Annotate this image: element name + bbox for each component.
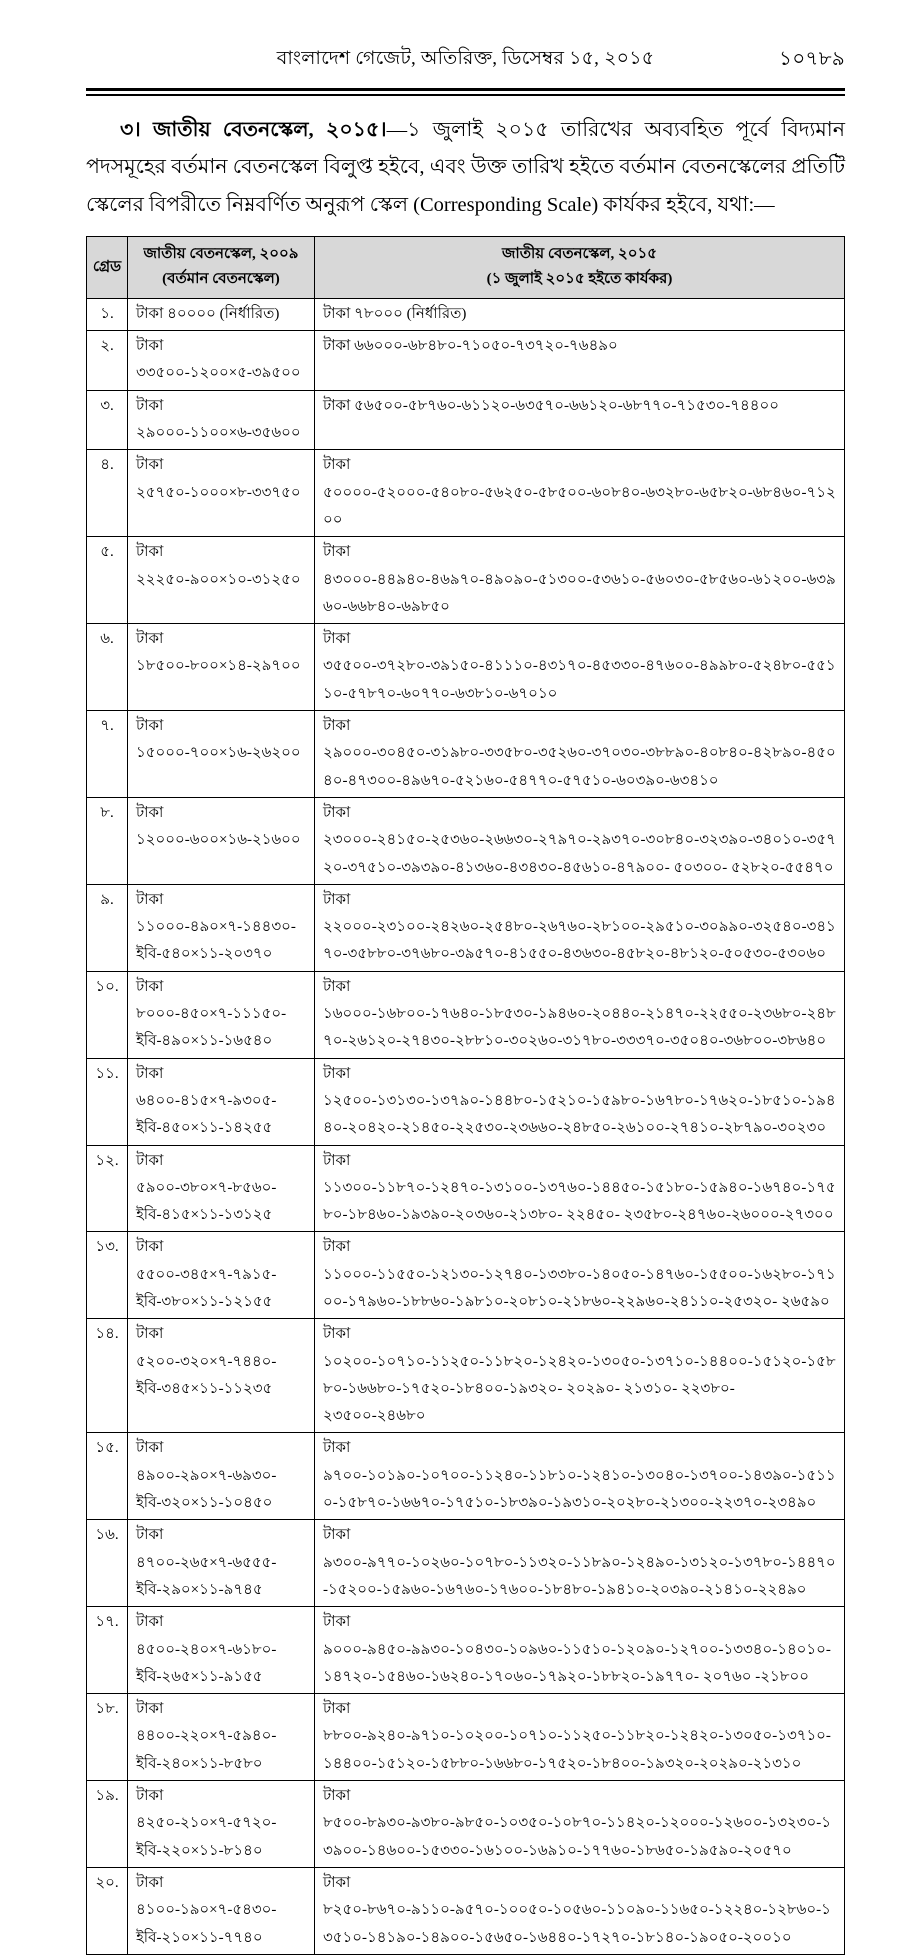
table-row xyxy=(87,1867,845,1954)
col-header-scale-2009 xyxy=(128,236,315,298)
grade-cell: ৫. xyxy=(87,537,128,624)
scale-2015-cell: টাকা ১১০০০-১১৫৫০-১২১৩০-১২৭৪০-১৩৩৮০-১৪০৫০-১৪৭৬০-১৫৫০০-১৬২৮০-১৭১০০-১৭৯৬০-১৮৮৬০-১৯৮১০-২০৮১০-২১৮৬০-২২৯৬০-২৪১১০-২৫৩২০- ২৬৫৯০ xyxy=(315,1232,845,1319)
table-row xyxy=(87,1520,845,1607)
scale-2015-cell: টাকা ১২৫০০-১৩১৩০-১৩৭৯০-১৪৪৮০-১৫২১০-১৫৯৮০-১৬৭৮০-১৭৬২০-১৮৫১০-১৯৪৪০-২০৪২০-২১৪৫০-২২৫৩০-২৩৬৬০-২৪৮৫০-২৬১০০-২৭৪১০-২৮৭৯০-৩০২৩০ xyxy=(315,1058,845,1145)
scale-2009-cell: টাকা ৩৩৫০০-১২০০×৫-৩৯৫০০ xyxy=(128,331,315,391)
grade-cell: ১২. xyxy=(87,1145,128,1232)
scale-2015-cell: টাকা ৫৬৫০০-৫৮৭৬০-৬১১২০-৬৩৫৭০-৬৬১২০-৬৮৭৭০-৭১৫৩০-৭৪৪০০ xyxy=(315,390,845,450)
scale-2015-cell: টাকা ২৩০০০-২৪১৫০-২৫৩৬০-২৬৬৩০-২৭৯৭০-২৯৩৭০-৩০৮৪০-৩২৩৯০-৩৪০১০-৩৫৭২০-৩৭৫১০-৩৯৩৯০-৪১৩৬০-৪৩৪৩০-৪৫৬১০-৪৭৯০০- ৫০৩০০- ৫২৮২০-৫৫৪৭০ xyxy=(315,797,845,884)
scale-2015-cell: টাকা ১৬০০০-১৬৮০০-১৭৬৪০-১৮৫৩০-১৯৪৬০-২০৪৪০-২১৪৭০-২২৫৫০-২৩৬৮০-২৪৮৭০-২৬১২০-২৭৪৩০-২৮৮১০-৩০২৬০-৩১৭৮০-৩৩৩৭০-৩৫০৪০-৩৬৮০০-৩৮৬৪০ xyxy=(315,971,845,1058)
table-row xyxy=(87,1433,845,1520)
scale-2015-cell: টাকা ১১৩০০-১১৮৭০-১২৪৭০-১৩১০০-১৩৭৬০-১৪৪৫০-১৫১৮০-১৫৯৪০-১৬৭৪০-১৭৫৮০-১৮৪৬০-১৯৩৯০-২০৩৬০-২১৩৮০- ২২৪৫০- ২৩৫৮০-২৪৭৬০-২৬০০০-২৭৩০০ xyxy=(315,1145,845,1232)
pay-scale-table xyxy=(86,236,845,1955)
scale-2009-cell: টাকা ৪৫০০-২৪০×৭-৬১৮০-ইবি-২৬৫×১১-৯১৫৫ xyxy=(128,1607,315,1694)
scale-2015-cell: টাকা ৯৩০০-৯৭৭০-১০২৬০-১০৭৮০-১১৩২০-১১৮৯০-১২৪৯০-১৩১২০-১৩৭৮০-১৪৪৭০-১৫২০০-১৫৯৬০-১৬৭৬০-১৭৬০০-১৮৪৮০-১৯৪১০-২০৩৯০-২১৪১০-২২৪৯০ xyxy=(315,1520,845,1607)
table-row xyxy=(87,537,845,624)
grade-cell: ১৪. xyxy=(87,1319,128,1433)
col-header-scale-2009-line1: জাতীয় বেতনস্কেল, ২০০৯ xyxy=(143,245,299,262)
scale-2015-cell: টাকা ৪৩০০০-৪৪৯৪০-৪৬৯৭০-৪৯০৯০-৫১৩০০-৫৩৬১০-৫৬০৩০-৫৮৫৬০-৬১২০০-৬৩৯৬০-৬৬৮৪০-৬৯৮৫০ xyxy=(315,537,845,624)
table-row xyxy=(87,971,845,1058)
scale-2015-cell: টাকা ৩৫৫০০-৩৭২৮০-৩৯১৫০-৪১১১০-৪৩১৭০-৪৫৩৩০-৪৭৬০০-৪৯৯৮০-৫২৪৮০-৫৫১১০-৫৭৮৭০-৬০৭৭০-৬৩৮১০-৬৭০১০ xyxy=(315,624,845,711)
scale-2009-cell: টাকা ৪১০০-১৯০×৭-৫৪৩০-ইবি-২১০×১১-৭৭৪০ xyxy=(128,1867,315,1954)
table-row xyxy=(87,1781,845,1868)
grade-cell: ৯. xyxy=(87,884,128,971)
scale-2009-cell: টাকা ১২০০০-৬০০×১৬-২১৬০০ xyxy=(128,797,315,884)
scale-2015-cell: টাকা ৭৮০০০ (নির্ধারিত) xyxy=(315,298,845,330)
intro-paragraph xyxy=(86,112,845,224)
col-header-grade: গ্রেড xyxy=(87,236,128,298)
grade-cell: ১৫. xyxy=(87,1433,128,1520)
grade-cell: ১৬. xyxy=(87,1520,128,1607)
scale-2009-cell: টাকা ৪৯০০-২৯০×৭-৬৯৩০-ইবি-৩২০×১১-১০৪৫০ xyxy=(128,1433,315,1520)
intro-body-text: —১ জুলাই ২০১৫ তারিখের অব্যবহিত পূর্বে বিদ্যমান পদসমূহের বর্তমান বেতনস্কেল বিলুপ্ত হইবে, এবং উক্ত তারিখ হইতে বর্তমান বেতনস্কেলের প্রতিটি স্কেলের বিপরীতে নিম্নবর্ণিত অনুরূপ স্কেল (Corresponding Scale) কার্যকর হইবে, যথা:— xyxy=(86,119,845,216)
scale-2009-cell: টাকা ১৮৫০০-৮০০×১৪-২৯৭০০ xyxy=(128,624,315,711)
col-header-scale-2015-line2: (১ জুলাই ২০১৫ হইতে কার্যকর) xyxy=(486,271,673,288)
scale-2015-cell: টাকা ২৯০০০-৩০৪৫০-৩১৯৮০-৩৩৫৮০-৩৫২৬০-৩৭০৩০-৩৮৮৯০-৪০৮৪০-৪২৮৯০-৪৫০৪০-৪৭৩০০-৪৯৬৭০-৫২১৬০-৫৪৭৭০-৫৭৫১০-৬০৩৯০-৬৩৪১০ xyxy=(315,711,845,798)
table-row xyxy=(87,1058,845,1145)
scale-2009-cell: টাকা ৬৪০০-৪১৫×৭-৯৩০৫-ইবি-৪৫০×১১-১৪২৫৫ xyxy=(128,1058,315,1145)
grade-cell: ৬. xyxy=(87,624,128,711)
scale-2015-cell: টাকা ৮৮০০-৯২৪০-৯৭১০-১০২০০-১০৭১০-১১২৫০-১১৮২০-১২৪২০-১৩০৫০-১৩৭১০-১৪৪০০-১৫১২০-১৫৮৮০-১৬৬৮০-১৭৫২০-১৮৪০০-১৯৩২০-২০২৯০-২১৩১০ xyxy=(315,1694,845,1781)
scale-2015-cell: টাকা ৮৫০০-৮৯৩০-৯৩৮০-৯৮৫০-১০৩৫০-১০৮৭০-১১৪২০-১২০০০-১২৬০০-১৩২৩০-১৩৯০০-১৪৬০০-১৫৩৩০-১৬১০০-১৬৯১০-১৭৭৬০-১৮৬৫০-১৯৫৯০-২০৫৭০ xyxy=(315,1781,845,1868)
grade-cell: ১৭. xyxy=(87,1607,128,1694)
table-row xyxy=(87,1607,845,1694)
scale-2015-cell: টাকা ৯৭০০-১০১৯০-১০৭০০-১১২৪০-১১৮১০-১২৪১০-১৩০৪০-১৩৭০০-১৪৩৯০-১৫১১০-১৫৮৭০-১৬৬৭০-১৭৫১০-১৮৩৯০-১৯৩১০-২০২৮০-২১৩০০-২২৩৭০-২৩৪৯০ xyxy=(315,1433,845,1520)
scale-2009-cell: টাকা ৪০০০০ (নির্ধারিত) xyxy=(128,298,315,330)
grade-cell: ১০. xyxy=(87,971,128,1058)
col-header-scale-2015-line1: জাতীয় বেতনস্কেল, ২০১৫ xyxy=(501,245,658,262)
table-row xyxy=(87,1145,845,1232)
scale-2009-cell: টাকা ৪২৫০-২১০×৭-৫৭২০-ইবি-২২০×১১-৮১৪০ xyxy=(128,1781,315,1868)
grade-cell: ৮. xyxy=(87,797,128,884)
grade-cell: ২. xyxy=(87,331,128,391)
gazette-title: বাংলাদেশ গেজেট, অতিরিক্ত, ডিসেম্বর ১৫, ২০১৫ xyxy=(276,48,655,69)
col-header-scale-2015 xyxy=(315,236,845,298)
scale-2009-cell: টাকা ৪৭০০-২৬৫×৭-৬৫৫৫-ইবি-২৯০×১১-৯৭৪৫ xyxy=(128,1520,315,1607)
scale-2015-cell: টাকা ১০২০০-১০৭১০-১১২৫০-১১৮২০-১২৪২০-১৩০৫০-১৩৭১০-১৪৪০০-১৫১২০-১৫৮৮০-১৬৬৮০-১৭৫২০-১৮৪০০-১৯৩২০- ২০২৯০- ২১৩১০- ২২৩৮০- ২৩৫০০-২৪৬৮০ xyxy=(315,1319,845,1433)
col-header-scale-2009-line2: (বর্তমান বেতনস্কেল) xyxy=(162,271,280,288)
scale-2009-cell: টাকা ৫৯০০-৩৮০×৭-৮৫৬০-ইবি-৪১৫×১১-১৩১২৫ xyxy=(128,1145,315,1232)
scale-2009-cell: টাকা ৫২০০-৩২০×৭-৭৪৪০-ইবি-৩৪৫×১১-১১২৩৫ xyxy=(128,1319,315,1433)
table-body xyxy=(87,298,845,1954)
grade-cell: ৭. xyxy=(87,711,128,798)
grade-cell: ১৯. xyxy=(87,1781,128,1868)
grade-cell: ১৩. xyxy=(87,1232,128,1319)
scale-2009-cell: টাকা ২৯০০০-১১০০×৬-৩৫৬০০ xyxy=(128,390,315,450)
table-row xyxy=(87,884,845,971)
grade-cell: ৩. xyxy=(87,390,128,450)
page-number: ১০৭৮৯ xyxy=(779,48,845,70)
scale-2015-cell: টাকা ৮২৫০-৮৬৭০-৯১১০-৯৫৭০-১০০৫০-১০৫৬০-১১০৯০-১১৬৫০-১২২৪০-১২৮৬০-১৩৫১০-১৪১৯০-১৪৯০০-১৫৬৫০-১৬৪৪০-১৭২৭০-১৮১৪০-১৯০৫০-২০০১০ xyxy=(315,1867,845,1954)
scale-2009-cell: টাকা ২৫৭৫০-১০০০×৮-৩৩৭৫০ xyxy=(128,450,315,537)
scale-2015-cell: টাকা ৬৬০০০-৬৮৪৮০-৭১০৫০-৭৩৭২০-৭৬৪৯০ xyxy=(315,331,845,391)
grade-cell: ১. xyxy=(87,298,128,330)
scale-2009-cell: টাকা ৮০০০-৪৫০×৭-১১১৫০-ইবি-৪৯০×১১-১৬৫৪০ xyxy=(128,971,315,1058)
grade-cell: ৪. xyxy=(87,450,128,537)
scale-2009-cell: টাকা ৫৫০০-৩৪৫×৭-৭৯১৫-ইবি-৩৮০×১১-১২১৫৫ xyxy=(128,1232,315,1319)
table-row xyxy=(87,390,845,450)
scale-2009-cell: টাকা ৪৪০০-২২০×৭-৫৯৪০-ইবি-২৪০×১১-৮৫৮০ xyxy=(128,1694,315,1781)
table-row xyxy=(87,298,845,330)
table-header-row xyxy=(87,236,845,298)
grade-cell: ২০. xyxy=(87,1867,128,1954)
table-row xyxy=(87,624,845,711)
page-header xyxy=(86,44,845,76)
table-row xyxy=(87,450,845,537)
double-rule-divider xyxy=(86,88,845,96)
scale-2009-cell: টাকা ২২২৫০-৯০০×১০-৩১২৫০ xyxy=(128,537,315,624)
scale-2015-cell: টাকা ২২০০০-২৩১০০-২৪২৬০-২৫৪৮০-২৬৭৬০-২৮১০০-২৯৫১০-৩০৯৯০-৩২৫৪০-৩৪১৭০-৩৫৮৮০-৩৭৬৮০-৩৯৫৭০-৪১৫৫০-৪৩৬৩০-৪৫৮২০-৪৮১২০-৫০৫৩০-৫৩০৬০ xyxy=(315,884,845,971)
table-row xyxy=(87,1319,845,1433)
scale-2015-cell: টাকা ৯০০০-৯৪৫০-৯৯৩০-১০৪৩০-১০৯৬০-১১৫১০-১২০৯০-১২৭০০-১৩৩৪০-১৪০১০-১৪৭২০-১৫৪৬০-১৬২৪০-১৭০৬০-১৭৯২০-১৮৮২০-১৯৭৭০- ২০৭৬০ -২১৮০০ xyxy=(315,1607,845,1694)
table-row xyxy=(87,797,845,884)
table-row xyxy=(87,331,845,391)
section-heading: ৩। জাতীয় বেতনস্কেল, ২০১৫। xyxy=(120,119,387,141)
scale-2009-cell: টাকা ১৫০০০-৭০০×১৬-২৬২০০ xyxy=(128,711,315,798)
scale-2009-cell: টাকা ১১০০০-৪৯০×৭-১৪৪৩০-ইবি-৫৪০×১১-২০৩৭০ xyxy=(128,884,315,971)
grade-cell: ১৮. xyxy=(87,1694,128,1781)
scale-2015-cell: টাকা ৫০০০০-৫২০০০-৫৪০৮০-৫৬২৫০-৫৮৫০০-৬০৮৪০-৬৩২৮০-৬৫৮২০-৬৮৪৬০-৭১২০০ xyxy=(315,450,845,537)
grade-cell: ১১. xyxy=(87,1058,128,1145)
table-row xyxy=(87,711,845,798)
table-row xyxy=(87,1694,845,1781)
